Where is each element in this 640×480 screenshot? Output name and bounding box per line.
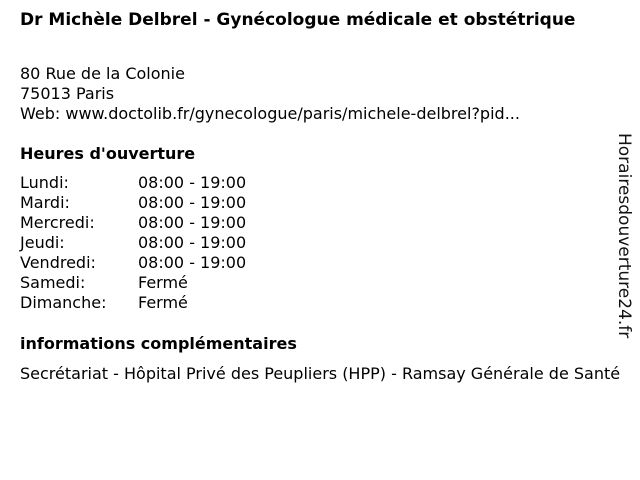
address-block [20, 64, 520, 124]
hours-value: 08:00 - 19:00 [138, 193, 247, 212]
day-label: Mercredi: [20, 213, 95, 232]
hours-value: Fermé [138, 273, 188, 292]
watermark-text: Horairesdouverture24.fr [614, 133, 634, 339]
site-watermark [610, 133, 638, 343]
hours-value: 08:00 - 19:00 [138, 213, 247, 232]
page-title: Dr Michèle Delbrel - Gynécologue médicale et obstétrique [20, 10, 576, 30]
day-label: Mardi: [20, 193, 70, 212]
day-label: Vendredi: [20, 253, 96, 272]
day-label: Dimanche: [20, 293, 107, 312]
hours-heading: Heures d'ouverture [20, 144, 196, 163]
day-label: Jeudi: [20, 233, 65, 252]
hours-value: 08:00 - 19:00 [138, 173, 247, 192]
day-label: Lundi: [20, 173, 69, 192]
city-address: 75013 Paris [20, 84, 115, 103]
hours-value: 08:00 - 19:00 [138, 233, 247, 252]
hours-value: Fermé [138, 293, 188, 312]
info-text: Secrétariat - Hôpital Privé des Peupliers (HPP) - Ramsay Générale de Santé [20, 364, 621, 383]
hours-value: 08:00 - 19:00 [138, 253, 247, 272]
day-label: Samedi: [20, 273, 86, 292]
street-address: 80 Rue de la Colonie [20, 64, 185, 83]
info-heading: informations complémentaires [20, 334, 297, 353]
website-link[interactable]: Web: www.doctolib.fr/gynecologue/paris/michele-delbrel?pid... [20, 104, 520, 123]
